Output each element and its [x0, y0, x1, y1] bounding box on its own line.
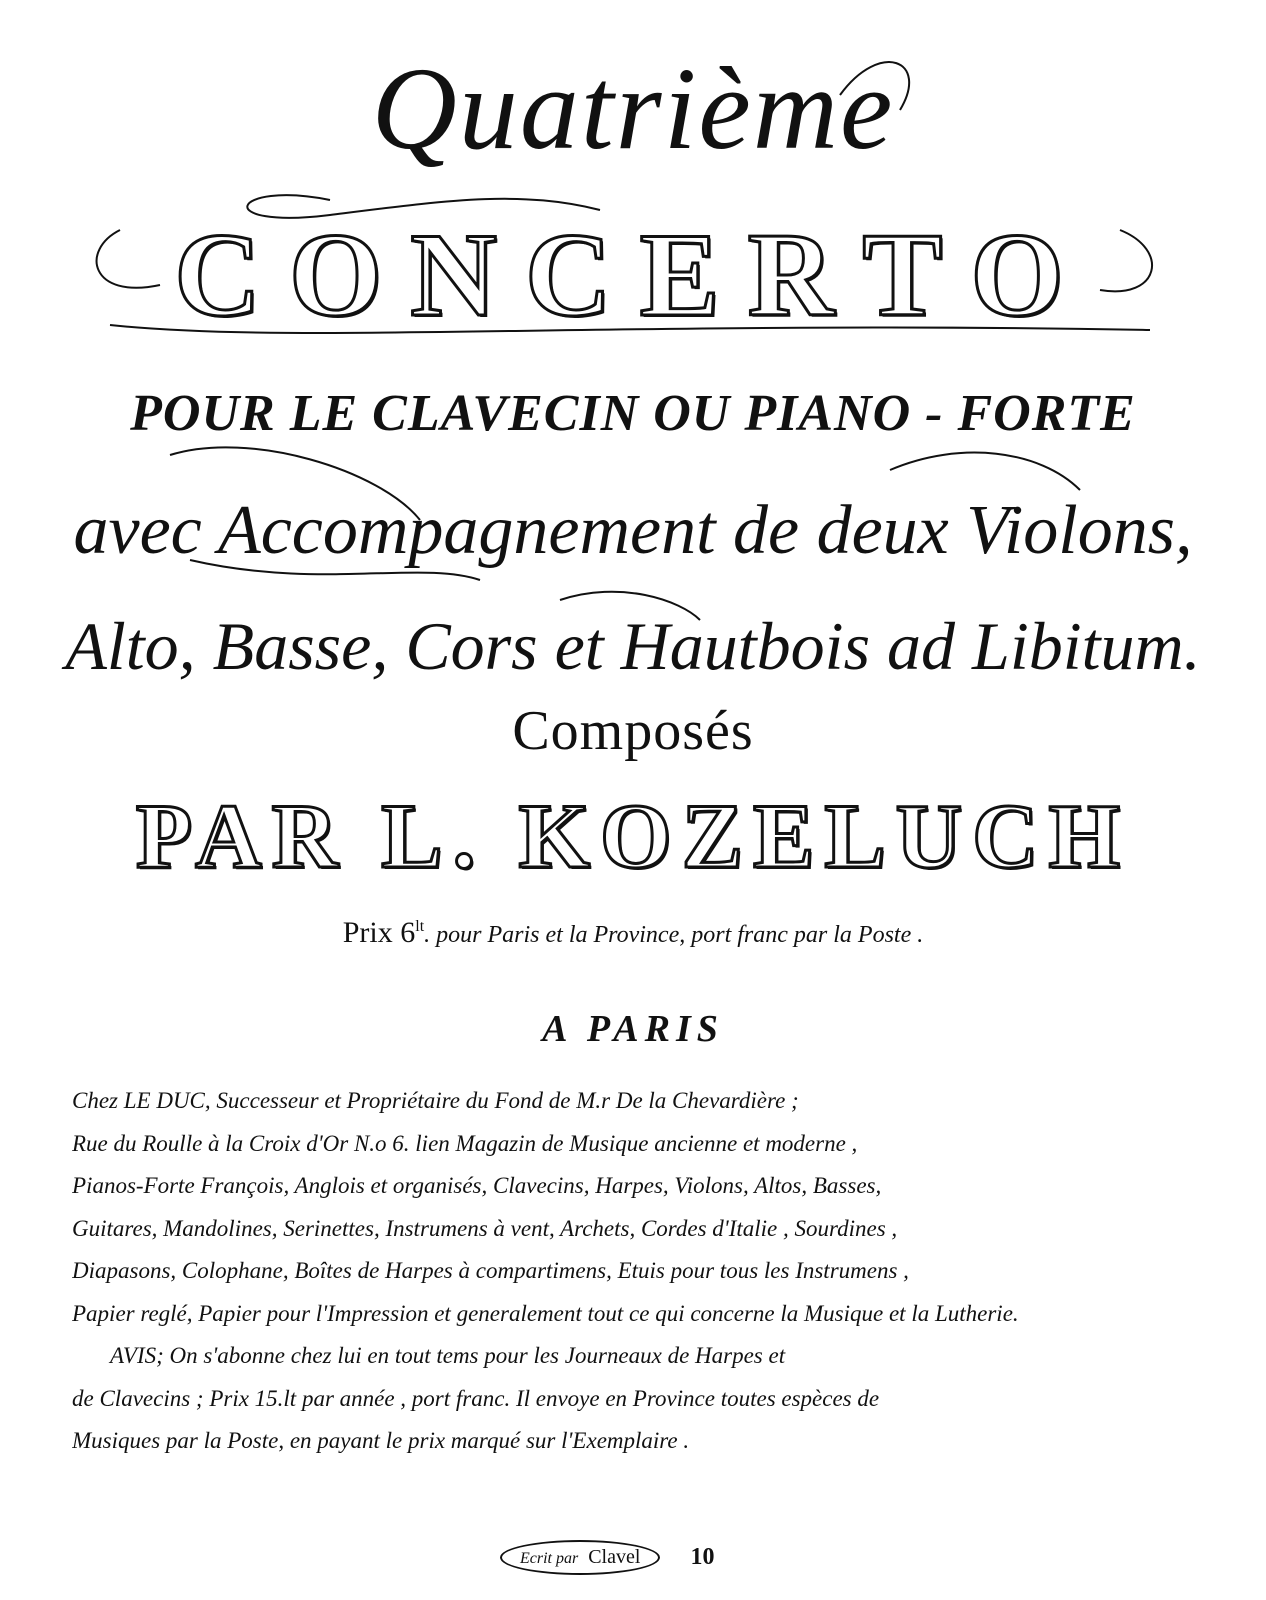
publication-city: A PARIS	[542, 1008, 724, 1050]
price-unit: lt	[415, 918, 425, 935]
engraver-footer	[500, 1537, 714, 1577]
concerto-letter: R	[747, 208, 863, 341]
notice-line: AVIS; On s'abonne chez lui en tout tems pour les Journeaux de Harpes et	[110, 1343, 786, 1368]
publisher-address-block	[72, 1080, 1202, 1463]
instruments-line: Alto, Basse, Cors et Hautbois ad Libitum.	[65, 608, 1201, 684]
address-line: Diapasons, Colophane, Boîtes de Harpes à compartimens, Etuis pour tous les Instrumens ,	[72, 1258, 909, 1283]
price-line	[0, 918, 1266, 948]
concerto-letter: N	[410, 208, 525, 341]
concerto-letter: C	[174, 208, 289, 341]
address-line: Chez LE DUC, Successeur et Propriétaire du Fond de M.r De la Chevardière ;	[72, 1088, 799, 1113]
concerto-letter: E	[639, 208, 748, 341]
notice-line: de Clavecins ; Prix 15.lt par année , port franc. Il envoye en Province toutes espèces de	[72, 1385, 880, 1411]
plate-number: 10	[690, 1543, 715, 1570]
address-line: Rue du Roulle à la Croix d'Or N.o 6. lien Magazin de Musique ancienne et moderne ,	[72, 1130, 858, 1156]
concerto-letter: O	[970, 208, 1092, 341]
concerto-letter: T	[862, 208, 971, 341]
concerto-letter: O	[288, 208, 411, 341]
address-line: Papier reglé, Papier pour l'Impression et generalement tout ce qui concerne la Musique et la Lutherie.	[72, 1300, 1019, 1326]
address-line: Guitares, Mandolines, Serinettes, Instrumens à vent, Archets, Cordes d'Italie , Sourdines ,	[72, 1215, 898, 1241]
title-line-quatrieme: Quatrième	[371, 43, 895, 174]
engraver-name: Clavel	[588, 1545, 641, 1568]
concerto-letter: C	[524, 208, 640, 341]
price-detail: . pour Paris et la Province, port franc par la Poste .	[424, 922, 924, 948]
address-line: Pianos-Forte François, Anglois et organisés, Clavecins, Harpes, Violons, Altos, Basses,	[72, 1173, 882, 1198]
notice-line: Musiques par la Poste, en payant le prix marqué sur l'Exemplaire .	[72, 1428, 690, 1453]
composed-label: Composés	[512, 700, 754, 762]
instrument-subtitle: POUR LE CLAVECIN OU PIANO - FORTE	[130, 385, 1136, 442]
engraver-cartouche	[500, 1540, 660, 1575]
composer-name: PAR L. KOZELUCH	[135, 785, 1131, 887]
engraver-prefix: Ecrit par	[520, 1549, 579, 1567]
accompaniment-line: avec Accompagnement de deux Violons,	[73, 492, 1193, 569]
title-line-concerto	[0, 208, 1266, 341]
price-label: Prix 6	[342, 916, 416, 949]
